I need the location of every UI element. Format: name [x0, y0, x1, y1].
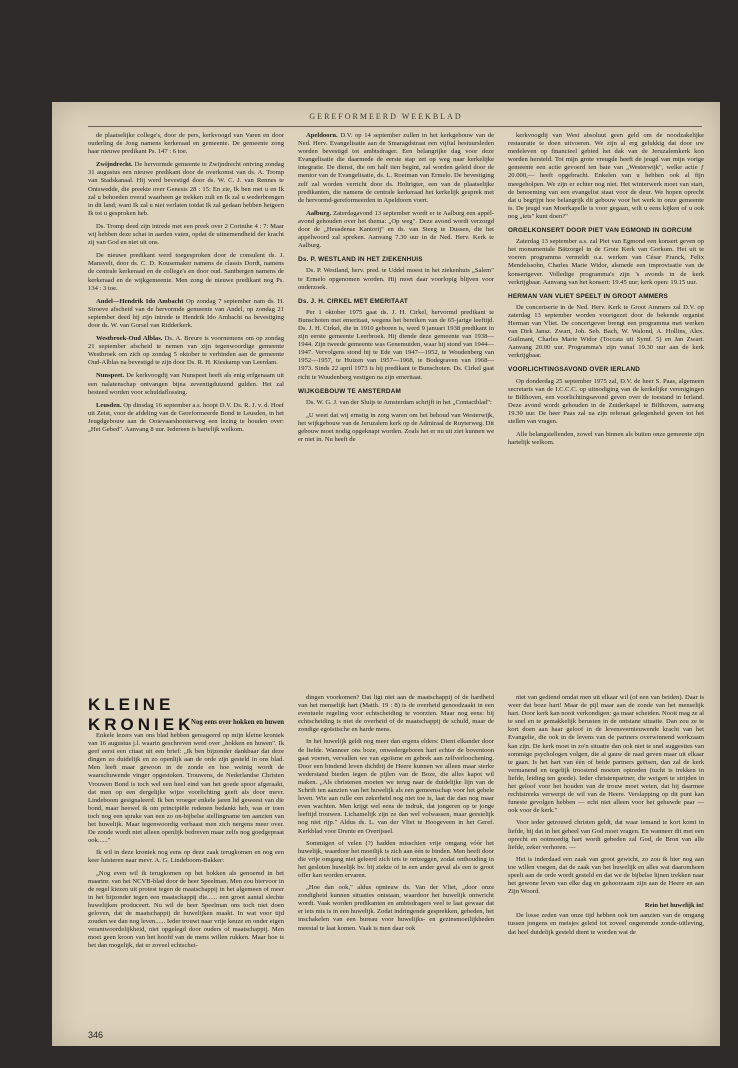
paragraph-text: Ds. P. Westland, herv. pred. te Uddel moest in het ziekenhuis „Salem" te Ermelo opgenomen worden. Hij moet daar voorlopig blijven voor onderzoek. — [298, 267, 494, 291]
paragraph-text: D.V. op 14 september zullen in het kerkgebouw van de Ned. Herv. Evangelisatie aan de Smaragdstraat een vijftal bestuursleden worden bevestigd tot ambtsdrager. Een belangrijke dag voor deze Evangelisatie die daarmede de eerste stap zet op weg naar kerkelijke integratie. De dienst, die om half tien begint, zal worden geleid door de mentor van de Evangelisatie, ds. L. Roetman van Ermelo. De bevestiging zelf zal worden verricht door ds. Holtrigter, een van de plaatselijke predikanten, die namens de centrale kerkeraad het kerkelijk gesprek met de hervormd-gereformeerden in Apeldoorn voert. — [298, 132, 494, 204]
article-paragraph — [298, 694, 494, 734]
paragraph-text: Alle belangstellenden, zowel van binnen als buiten onze gemeente zijn hartelijk welkom. — [508, 431, 704, 447]
newspaper-page — [52, 102, 720, 1046]
paragraph-text: niet van gediend omdat men uit elkaar wil (of een van beiden). Daar is weer dat boze hart! Maar de pijl maar aan de zonde van het menselijk hart. Door kerk kan nooit verkondigen: ga maar scheiden. Nooit mag ze al te snel en te gemakkelijk berusten in de ontstane situatie. Dan zou ze te kort doen aan haar geloof in de levensvernieuwende kracht van het Evangelie, die ook in de levens van de partners overwinnend werkzaam kan zijn. De kerk moet in zo'n situatie dan ook niet te snel suggesties van sommige psychologen volgen, die al gauw de raad geven maar uit elkaar te gaan. Is het hart van één of beide partners geëtsen, dan zal de kerk vermanend en tegelijk troostend moeten optreden (tucht is trekken in liefde, leiding ten goede). Ieder christenpartner, die weigert te strijden in het geloof voor het houden van de trouw moet weten, dat hij daarmee rechtstreeks verwerpt de wil van de Heere. Verslapping op dit punt kan funeste gevolgen hebben — echt niet alleen voor het gehuwde paar — ook voor de kerk." — [508, 694, 704, 815]
section-heading: Ds. J. H. CIRKEL MET EMERITAAT — [298, 297, 409, 305]
article-paragraph — [508, 856, 704, 896]
paragraph-text: „U weet dat wij ernstig in zorg waren om het behoud van Westerwijk, het wijkgebouw van de Jeruzalem kerk op de Admiraal de Ruyterweg. Dit gebouw moet nodig opgeknapt worden. Zoals het er nu uit ziet kunnen we er niet in. Nu heeft de — [298, 411, 494, 444]
paragraph-text: In het huwelijk geldt nog meer dan ergens elders: Dient elkander door de liefde. Wanneer ons boze, onwedergeboren hart echter de boventoon gaat voeren, vervallen we van egoïsme en gebrek aan zelfverloochening. Door een bindend leven dichtbij de Heere kunnen we alleen maar sterke wederstand bieden tegen de pijlen van de Boze, die alles kapot wil maken. „Als christenen moeten we terug naar de duidelijke lijn van de Schrift ten aanzien van het huwelijk als een gemeenschap voor het gehele leven. Wie aan rulle een zekerheid nog niet toe is, laat die dan nog maar even wachten. Men krijgt wel eens de indruk, dat jongeren op te jonge leeftijd trouwen. Lichamelijk zijn ze dan wel volwassen, maar geestelijk nog niet rijp." Aldus ds. L. van der Vliet te Hoogeveen in het Geref. Kerkblad voor Drente en Overijssel. — [298, 738, 494, 835]
paragraph-text: „Hoe dan ook," aldus opnieuw ds. Van der Vliet, „door onze zondigheid kunnen situaties ontstaan, waardoor het huwelijk ontwricht wordt. Vaak worden predikanten en ambtsdragers veel te laat gewaar dat er iets mis is in een huwelijk. Zodat indringende gesprekken, gebeden, het inschakelen van een bureau voor huwelijks- en gezinsmoeilijkheden meestal te laat komen. Vaak is men daar ook — [298, 884, 494, 932]
paragraph-text: Ds. W. G. J. van der Sluijs te Amsterdam schrijft in het „Contactblad": — [306, 398, 492, 406]
paragraph-text: Op dinsdag 16 september a.s. hoopt D.V. Ds. R. J. v. d. Hoef uit Zeist, voor de afdeling van de Gereformeerde Bond te Leusden, in het Jeugdgebouw aan de Ooievaarshorsterweg een lezing te houden over: „Het Gebed". Aanvang 8 uur. Iedereen is hartelijk welkom. — [88, 401, 284, 433]
paragraph-text: Ik wil in deze kroniek nog eens op deze zaak terugkomen en nog een keer luisteren naar mevr. A. G. Lindeboom-Bakker: — [88, 849, 284, 865]
paragraph-text: De concertserie in de Ned. Herv. Kerk te Groot Ammers zal D.V. op zaterdag 13 september worden voortgezet door de bekende organist Herman van Vliet. De concertgever brengt een programma met werken van Dirk Jansz. Zwart, Joh. Seb. Bach, W. Walond, A. Hollins, Alex. Guilmant, Charles Marie Widor (Toccata uit Symf. 5) en Jan Zwart. Aanvang 20.00 uur. Programma's zijn vanaf 19.30 uur aan de kerk verkrijgbaar. — [508, 303, 704, 360]
article-paragraph — [298, 840, 494, 880]
kleine-kroniek-subtitle: Nog eens over hokken en huwen — [191, 719, 284, 726]
paragraph-text: Sommigen of velen (?) hadden misschien vrije omgang vóór het huwelijk, waardoor het moeilijk is zich aan één te binden. Men heeft door die vrije omgang niet geleerd zich iets te ontzeggen, zodat onthouding in het gesloten huwelijk bv. bij ziekte of in een ander geval als een te groot offer kan worden ervaren. — [298, 839, 494, 879]
paragraph-text: de plaatselijke college's, door de pers, kerkvoogd van Varen en door ouderling de Jong namens kerkeraad en gemeente. De gemeente zong haar nieuwe predikant Ps. 147 : 6 toe. — [88, 132, 284, 156]
paragraph-text: Zaterdag 13 september a.s. zal Piet van Egmond een konsert geven op het monumentale Bätzorgel in de Grote Kerk van Gorkum. Het uit te voeren programma vermeldt o.a. werken van César Franck, Felix Mendelssohn, Charles Marie Widor, alsmede een improvisatie van de konsertgever. Volledige programma's zijn 's avonds in de kerk verkrijgbaar. Aanvang van het konsert: 19.45 uur; kerk open: 19.15 uur. — [508, 238, 704, 286]
article-paragraph — [508, 304, 704, 361]
paragraph-text: De nieuwe predikant werd toegesproken door de consulent ds. J. Mansvelt, door ds. C. D. Kousemaker namens de classis Dordt, namens de centrale kerkeraad en de college's en door oud. Santbergen namens de kerkeraad en de wijkgemeente. Men zong de nieuwe predikant nog Ps. 134 : 3 toe. — [88, 252, 284, 292]
section-heading: WIJKGEBOUW TE AMSTERDAM — [298, 387, 402, 395]
section-heading: HERMAN VAN VLIET SPEELT IN GROOT AMMERS — [508, 292, 668, 300]
article-paragraph — [88, 870, 284, 951]
article-paragraph — [88, 298, 284, 330]
paragraph-text: Enkele lezers van ons blad hebben gereageerd op mijn kleine kroniek van 16 augustus j.l. waarin geschreven werd over „hokken en huwen". Ik geef eerst een citaat uit een brief: „Ik ben bijzonder dankbaar dat deze dingen zo duidelijk en zo openlijk aan de orde zijn gesteld in ons blad. Men leeft maar gewoon in de zonde en hoe weinig wordt de waarschuwende vinger opgestoken. Trouwens, de Nederlandse Christen Vrouwen Bond is toch wel een heel eind van het goede spoor afgeraakt, dat men op een dergelijke wijze voorlichting geeft als door mevr. Lindeboom gesignaleerd. Ik ben vroeger enkele jaren lid geweest van die bond, maar heewel ik om principiële redenen bedankt heb, was er toen toch nog een sprake van een zo on-bijbelse stellingname ten aanzien van het huwelijk. Maar tegenwoordig verbaast men zich nergens meer over. De zonde wordt niet alleen openlijk bedreven maar zelfs nog goedgepraat ook......" — [88, 732, 284, 845]
column-2 — [298, 132, 494, 692]
article-paragraph — [88, 132, 284, 156]
column-3 — [508, 132, 704, 692]
paragraph-text: „Nog even wil ik terugkomen op het hokken als genoemd in het maartnr. van het NCVB-blad door de heer Speelman. Men zou hiervoor in de regel kiezen uit protest tegen de maatschappij in het algemeen of meer in het bijzonder tegen een maatschappij die...... een groot aantal slechte huwelijken produceert. Nu wil de heer Speelman ons toch niet doen geloven, dat de maatschappij de huwelijken maakt. In wat voor tijd zouden we dan nog leven...... Ieder trouwt naar vrije keuze en onder eigen verantwoordelijkheid, niet opgelegd door ouders of maatschappij. Men moet geen kroon van het hoofd van de mens willen rukken. Maar hoe is het dan mogelijk, dat er zoveel echtschei- — [88, 869, 284, 950]
paragraph-text: Zaterdagavond 13 september wordt er te Aalburg een appèl-avond gehouden over het thema: „Op weg". Deze avond wordt verzorgd door de „Heusdense Kantorij" en ds. van Steeg te Dussen, die het appèlwoord zal spreken. Aanvang 7.30 uur in de Ned. Herv. Kerk te Aalburg. — [298, 209, 494, 250]
article-paragraph — [508, 238, 704, 287]
paragraph-text: Per 1 oktober 1975 gaat ds. J. H. Cirkel, hervormd predikant te Bunschoten met emeritaat, wegens het bereiken van de 65-jarige leeftijd. Ds. J. H. Cirkel, die in 1910 geboren is, werd 9 januari 1938 predikant in zijn eerste gemeente Leerbroek. Hij diende deze gemeente van 1938—1944. Zijn tweede gemeente was Genemuiden, waar hij stond van 1944—1947. Vervolgens stond hij te Ede van 1947—1952, te Woudenberg van 1952—1957, te Huizen van 1957—1968, te Bodegraven van 1968—1973. Sinds 22 april 1973 is hij predikant te Bunschoten. Ds. Cirkel gaat richt te Woudenberg vestigen na zijn emeritaat. — [298, 308, 494, 381]
article-paragraph — [508, 912, 704, 936]
subsection-heading: Rein het huwelijk in! — [644, 902, 704, 910]
place-heading: Nunspeet. — [96, 372, 127, 380]
article-paragraph — [508, 819, 704, 851]
article-paragraph — [298, 884, 494, 933]
kroniek-column-1 — [88, 732, 284, 1032]
article-paragraph — [88, 732, 284, 845]
article-paragraph — [508, 431, 704, 447]
paragraph-text: De kerkvoogdij van Nunspeet heeft als enig erfgenaam uit een nalatenschap ontvangen bijna zeventigduizend gulden. Het zal besteed worden voor schuldaflossing. — [88, 372, 284, 396]
article-paragraph — [88, 335, 284, 367]
article-paragraph — [298, 267, 494, 291]
article-paragraph — [88, 252, 284, 292]
article-paragraph — [298, 738, 494, 835]
paragraph-text: Voor ieder getrouwd christen geldt, dat waar iemand te kort komt in liefde, hij dat in het geheel van God moet vragen. En wanneer dit met een oprecht en ootmoedig hart wordt gebeden zal God, de Bron van alle liefde, zeker verhoren. — — [508, 819, 704, 851]
header-rule — [88, 126, 702, 127]
paragraph-text: dingen voorkomen? Dat ligt niet aan de maatschappij of de hardheid van het menselijk hart (Matth. 19 : 8) is de overheid genoodzaakt in een eventuele regeling voor echtscheiding te voorzien. Maar nog eens: bij echtscheiding is niet de overheid of de maatschappij de schuld, maar de zondige egoïstische en harde mens. — [298, 694, 494, 734]
paragraph-text: kerkvoogdij van West absoluut geen geld om de noodzakelijke restauratie te doen uitvoeren. We zijn al erg gelukkig dat door uw medeleven op financieel gebied het dak van de Jeruzalemkerk kon worden hersteld. Tot mijn grote vreugde heeft de jeugd van mijn vorige gemeente een actie gevoerd ten bate van „Westerwijk", welke actie ƒ 20.000,— heeft opgebracht. Enkelen van u hebben ook al fijn meegeholpen. We zijn er echter nog niet. Het winterwerk moet van start, de benoeming van een evangelist staat voor de deur. We hopen oprecht dat u begrijpt hoe belangrijk dit gebouw voor het werk in onze gemeente is. De jeugd van Moerkapelle is voor gegaan, wilt u eens kijken of u ook nog „iets" kunt doen?" — [508, 132, 704, 220]
article-paragraph — [508, 694, 704, 815]
article-paragraph — [88, 223, 284, 247]
article-paragraph — [508, 132, 704, 221]
news-columns — [88, 132, 704, 692]
running-head: GEREFORMEERD WEEKBLAD — [309, 112, 463, 121]
paragraph-text: Op zondag 7 september nam ds. H. Stroeve afscheid van de hervormde gemeente van Andel, op zondag 21 september deed hij zijn intrede te Hendrik Ido Ambacht na bevestiging door ds. W. van Gorsel van Ridderkerk. — [88, 297, 284, 329]
article-paragraph — [298, 412, 494, 444]
paragraph-text: Het is inderdaad een zaak van groot gewicht, zo zou ik hier nog aan toe willen voegen, dat de zaak van het huwelijk en alles wat daaromheen speelt aan de orde wordt gesteld en dat we de bijbelse lijnen trekken naar het gewone leven van elke dag en gehoorzaam zijn aan de Heere en aan Zijn Woord. — [508, 855, 704, 896]
paragraph-text: Ds. Tromp deed zijn intrede met een preek over 2 Corinthe 4 : 7: Maar wij hebben deze schat in aarden vaten, opdat de uitnemendheid der kracht zij van God en niet uit ons. — [88, 222, 284, 247]
page-number: 346 — [88, 1030, 104, 1040]
article-paragraph — [508, 378, 704, 427]
paragraph-text: Ds. A. Breure is voornemens om op zondag 21 september afscheid te nemen van zijn tegenwoordige gemeente Westbroek om zich op zondag 5 oktober te verbinden aan de gemeente Oud-Alblas na bevestigd te zijn door Ds. R. H. Kieskamp van Leerdam. — [88, 335, 284, 367]
place-heading: Aalburg. — [306, 209, 334, 217]
article-paragraph — [298, 210, 494, 250]
place-heading: Zwijndrecht. — [96, 161, 135, 169]
place-heading: Westbroek-Oud Alblas. — [96, 335, 165, 343]
kleine-kroniek-title: KLEINE KRONIEK — [88, 695, 195, 734]
paragraph-text: De losse zeden van onze tijd hebben ook ten aanzien van de omgang tussen jongens en meisjes geleid tot zoveel ongeremde zonde-uitleving, dat heel duidelijk gesteld dient te worden wat de — [508, 912, 704, 936]
kroniek-column-3 — [508, 694, 704, 1032]
article-paragraph — [298, 309, 494, 382]
paragraph-text: De hervormde gemeente te Zwijndrecht ontving zondag 31 augustus een nieuwe predikant door de overkomst van ds. A. Tromp van Stadskanaal. Hij werd bevestigd door ds. W. C. J. van Rennes te Ontswedde, die preekte over Genesis 28 : 15: En zie, Ik ben met u en Ik zal u behoeden overal waarheen ge trekken zult en Ik zal u wederbrengen in dit land; want Ik zal u niet verlaten totdat Ik zal gedaan hebben hetgeen Ik tot u gesproken heb. — [88, 161, 284, 217]
article-paragraph — [88, 402, 284, 434]
article-paragraph — [298, 399, 494, 407]
section-heading: Ds. P. WESTLAND IN HET ZIEKENHUIS — [298, 256, 423, 264]
paragraph-text: Op donderdag 25 september 1975 zal, D.V. de heer S. Paas, algemeen secretaris van de I.C.C.C. op uitnodiging van de kerkelijke verenigingen te Bilthoven, een voorlichtingsavond geven over de toestand in Ierland. Deze avond wordt gehouden in de Zuiderkapel te Bilthoven, aanvang 19.30 uur. De heer Paas zal na zijn referaat gelegenheid geven tot het stellen van vragen. — [508, 377, 704, 425]
article-paragraph — [298, 132, 494, 205]
article-paragraph — [88, 372, 284, 396]
section-heading: VOORLICHTINGSAVOND OVER IERLAND — [508, 366, 641, 374]
place-heading: Andel—Hendrik Ido Ambacht — [96, 297, 187, 305]
place-heading: Leusden. — [96, 401, 124, 409]
section-heading: ORGELKONSERT DOOR PIET VAN EGMOND IN GORCUM — [508, 227, 692, 235]
article-paragraph — [88, 161, 284, 218]
kroniek-column-2 — [298, 694, 494, 1032]
place-heading: Apeldoorn. — [306, 132, 341, 139]
article-paragraph — [88, 849, 284, 865]
column-1 — [88, 132, 284, 692]
